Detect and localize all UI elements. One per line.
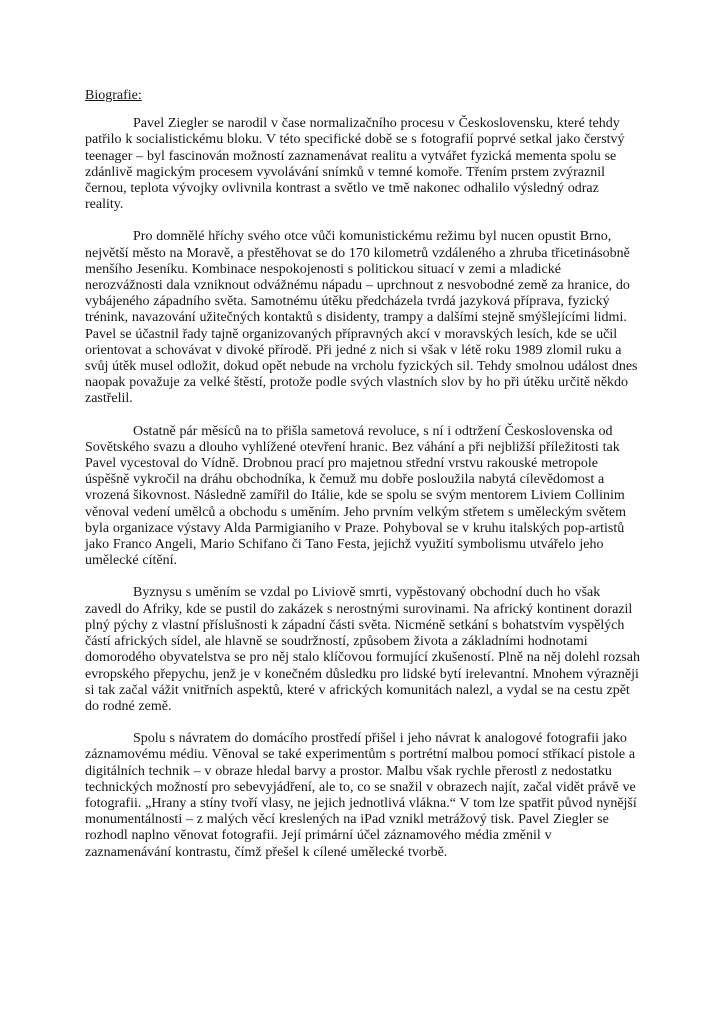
paragraph-africa-business: Byznysu s uměním se vzdal po Liviově smrti, vypěstovaný obchodní duch ho však zavedl do Afriky, kde se pustil do zakázek s nerostnými surovinami. Na africký kontinent dorazil plný pýchy z vlastní příslušnosti k západní části světa. Nicméně setkání s bohatstvím vyspělých částí afrických sídel, ale hlavně se soudržností, způsobem života a základními hodnotami domorodého obyvatelstva se pro něj stalo klíčovou formující zkušeností. Plně na něj dolehl rozsah evropského přepychu, jenž je v konečném důsledku pro lidské bytí irelevantní. Mnohem výrazněji si tak začal vážit vnitřních aspektů, které v afrických komunitách nalezl, a vydal se na cestu zpět do rodné země. [85,585,640,714]
paragraph-return-and-art: Spolu s návratem do domácího prostředí přišel i jeho návrat k analogové fotografii jako záznamovému médiu. Věnoval se také experimentům s portrétní malbou pomocí stříkací pistole a digitálních technik – v obraze hledal barvy a prostor. Malbu však rychle přerostl z nedostatku technických možností pro sebevyjádření, ale to, co se snažil v obrazech najít, začal vidět právě ve fotografii. „Hrany a stíny tvoří vlasy, ne jejich jednotlivá vlákna.“ V tom lze spatřit původ nynější monumentálnosti – z malých věcí kreslených na iPad vznikl metrážový tisk. Pavel Ziegler se rozhodl naplno věnovat fotografii. Její primární účel záznamového média změnil v zaznamenávání kontrastu, čímž přešel k cílené umělecké tvorbě. [85,731,637,860]
paragraph-brno-jesenik-escape-plan: Pro domnělé hříchy svého otce vůči komunistickému režimu byl nucen opustit Brno, největší město na Moravě, a přestěhovat se do 170 kilometrů vzdáleného a zhruba třicetinásobně menšího Jeseníku. Kombinace nespokojenosti s politickou situací v zemi a mladické nerozvážnosti dala vzniknout odvážnému nápadu – uprchnout z nesvobodné země za hranice, do vybájeného západního světa. Samotnému útěku předcházela tvrdá jazyková příprava, fyzický trénink, navazování užitečných kontaktů s disidenty, trampy a dalšími stejně smýšlejícími lidmi. Pavel se účastnil řady tajně organizovaných přípravných akcí v moravských lesích, kde se učil orientovat a schovávat v divoké přírodě. Při jedné z nich si však v létě roku 1989 zlomil ruku a svůj útěk musel odložit, dokud opět nebude na vrcholu fyzických sil. Tehdy smolnou událost dnes naopak považuje za velké štěstí, protože podle svých vlastních slov by ho při útěku určitě někdo zastřelil. [85,229,638,407]
paragraph-birth-and-photography: Pavel Ziegler se narodil v čase normalizačního procesu v Československu, které tehdy patřilo k socialistickému bloku. V této specifické době se s fotografií poprvé setkal jako čerstvý teenager – byl fascinován možností zaznamenávat realitu a vytvářet fyzická mementa spolu se zdánlivě magickým procesem vyvolávání snímků v temné komoře. Třením prstem zvýraznil černou, teplota vývojky ovlivnila kontrast a světlo ve tmě nakonec odhalilo výsledný odraz reality. [85,116,625,213]
paragraph-velvet-revolution-vienna-italy: Ostatně pár měsíců na to přišla sametová revoluce, s ní i odtržení Československa od Sovětského svazu a dlouho vyhlížené otevření hranic. Bez váhání a při nejbližší příležitosti tak Pavel vycestoval do Vídně. Drobnou prací pro majetnou střední vrstvu rakouské metropole úspěšně vykročil na dráhu obchodníka, k čemuž mu dobře posloužila nabytá cílevědomost a vrozená šikovnost. Následně zamířil do Itálie, kde se spolu se svým mentorem Liviem Collinim věnoval vedení umělců a obchodu s uměním. Jeho prvním velkým střetem s uměleckým světem byla organizace výstavy Alda Parmigianiho v Praze. Pohyboval se v kruhu italských pop-artistů jako Franco Angeli, Mario Schifano či Tano Festa, jejichž využití symbolismu utvářelo jeho umělecké cítění. [85,423,626,569]
document-heading: Biografie: [85,88,142,103]
